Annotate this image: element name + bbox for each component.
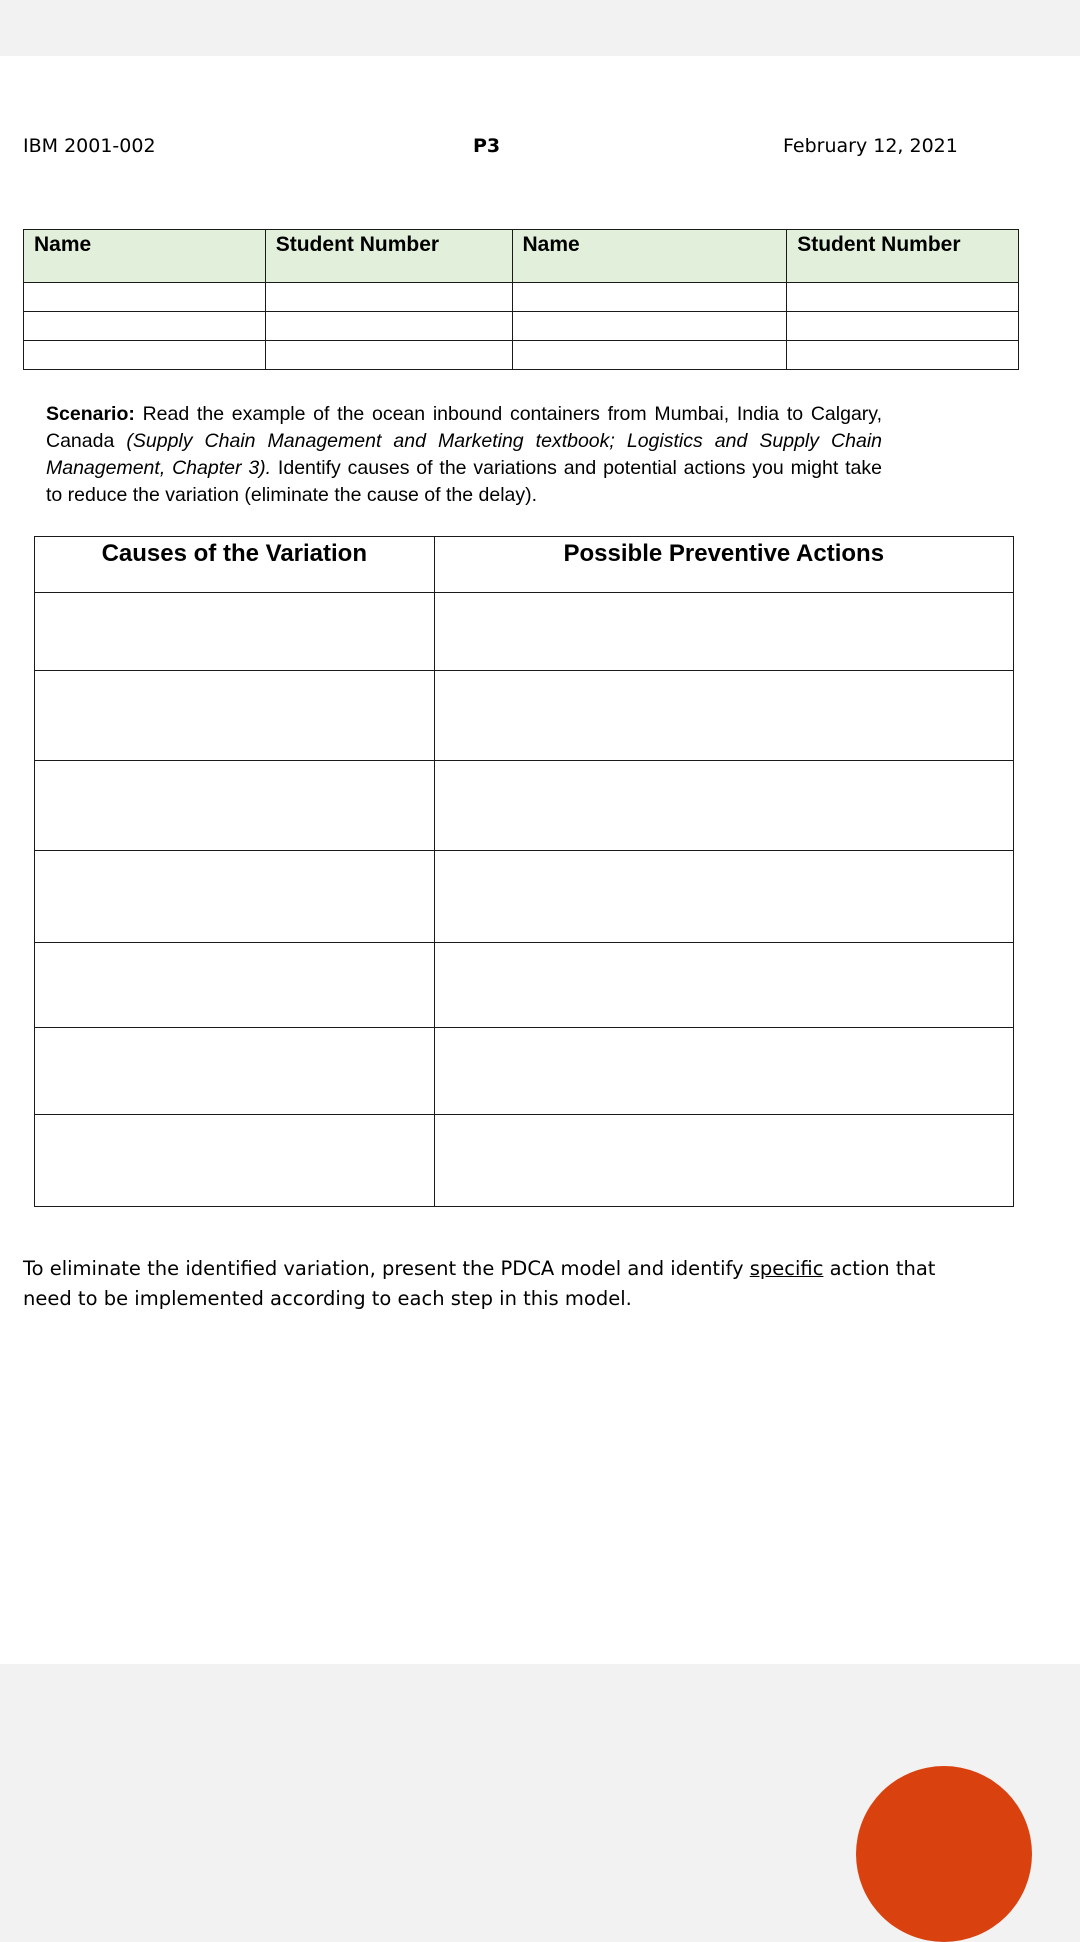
cause-cell[interactable] bbox=[35, 593, 435, 671]
action-cell[interactable] bbox=[434, 1028, 1013, 1115]
header-causes: Causes of the Variation bbox=[35, 537, 435, 593]
student-number-cell[interactable] bbox=[787, 341, 1019, 370]
cause-cell[interactable] bbox=[35, 671, 435, 761]
variation-header-row bbox=[35, 537, 1014, 593]
student-number-cell[interactable] bbox=[265, 341, 512, 370]
name-cell[interactable] bbox=[512, 283, 787, 312]
cause-cell[interactable] bbox=[35, 943, 435, 1028]
students-table bbox=[23, 229, 1019, 370]
student-number-cell[interactable] bbox=[787, 283, 1019, 312]
students-header-row bbox=[24, 230, 1019, 283]
cause-cell[interactable] bbox=[35, 851, 435, 943]
student-number-cell[interactable] bbox=[265, 283, 512, 312]
table-row bbox=[24, 341, 1019, 370]
header-preventive-actions: Possible Preventive Actions bbox=[434, 537, 1013, 593]
scenario-reference: (Supply Chain Management and Marketing textbook; Logistics and Supply Chain Management, Chapter 3). bbox=[46, 430, 883, 479]
header-student-number-1: Student Number bbox=[265, 230, 512, 283]
scenario-text-2: Identify causes of the variations and potential actions you might take to reduce the variation (eliminate the cause of the delay). bbox=[46, 457, 882, 506]
table-row bbox=[35, 761, 1014, 851]
name-cell[interactable] bbox=[24, 283, 266, 312]
name-cell[interactable] bbox=[512, 341, 787, 370]
table-row bbox=[35, 1028, 1014, 1115]
action-cell[interactable] bbox=[434, 1115, 1013, 1207]
document-page bbox=[0, 56, 1080, 1664]
cause-cell[interactable] bbox=[35, 1028, 435, 1115]
table-row bbox=[35, 671, 1014, 761]
pdca-paragraph bbox=[23, 1254, 963, 1314]
cause-cell[interactable] bbox=[35, 761, 435, 851]
page-header bbox=[23, 135, 1057, 165]
scenario-text-1: Read the example of the ocean inbound containers from Mumbai, India to Calgary, Canada bbox=[46, 403, 882, 452]
pdca-text-1: To eliminate the identified variation, present the PDCA model and identify bbox=[23, 1257, 750, 1280]
variation-table bbox=[34, 536, 1014, 1207]
scenario-label: Scenario: bbox=[46, 403, 135, 425]
table-row bbox=[35, 593, 1014, 671]
table-row bbox=[35, 1115, 1014, 1207]
header-name-1: Name bbox=[24, 230, 266, 283]
header-student-number-2: Student Number bbox=[787, 230, 1019, 283]
name-cell[interactable] bbox=[24, 341, 266, 370]
name-cell[interactable] bbox=[24, 312, 266, 341]
assignment-title: P3 bbox=[473, 135, 501, 157]
course-code: IBM 2001-002 bbox=[23, 135, 156, 157]
pdca-underlined-word: specific bbox=[749, 1257, 824, 1280]
header-name-2: Name bbox=[512, 230, 787, 283]
name-cell[interactable] bbox=[512, 312, 787, 341]
action-cell[interactable] bbox=[434, 593, 1013, 671]
scenario-paragraph bbox=[46, 401, 882, 509]
table-row bbox=[35, 943, 1014, 1028]
cause-cell[interactable] bbox=[35, 1115, 435, 1207]
action-cell[interactable] bbox=[434, 851, 1013, 943]
table-row bbox=[24, 283, 1019, 312]
action-cell[interactable] bbox=[434, 943, 1013, 1028]
student-number-cell[interactable] bbox=[787, 312, 1019, 341]
action-cell[interactable] bbox=[434, 671, 1013, 761]
document-date: February 12, 2021 bbox=[783, 135, 958, 157]
floating-action-button[interactable] bbox=[856, 1766, 1032, 1942]
action-cell[interactable] bbox=[434, 761, 1013, 851]
table-row bbox=[24, 312, 1019, 341]
pdca-text-2: action that need to be implemented according to each step in this model. bbox=[23, 1257, 936, 1310]
student-number-cell[interactable] bbox=[265, 312, 512, 341]
table-row bbox=[35, 851, 1014, 943]
